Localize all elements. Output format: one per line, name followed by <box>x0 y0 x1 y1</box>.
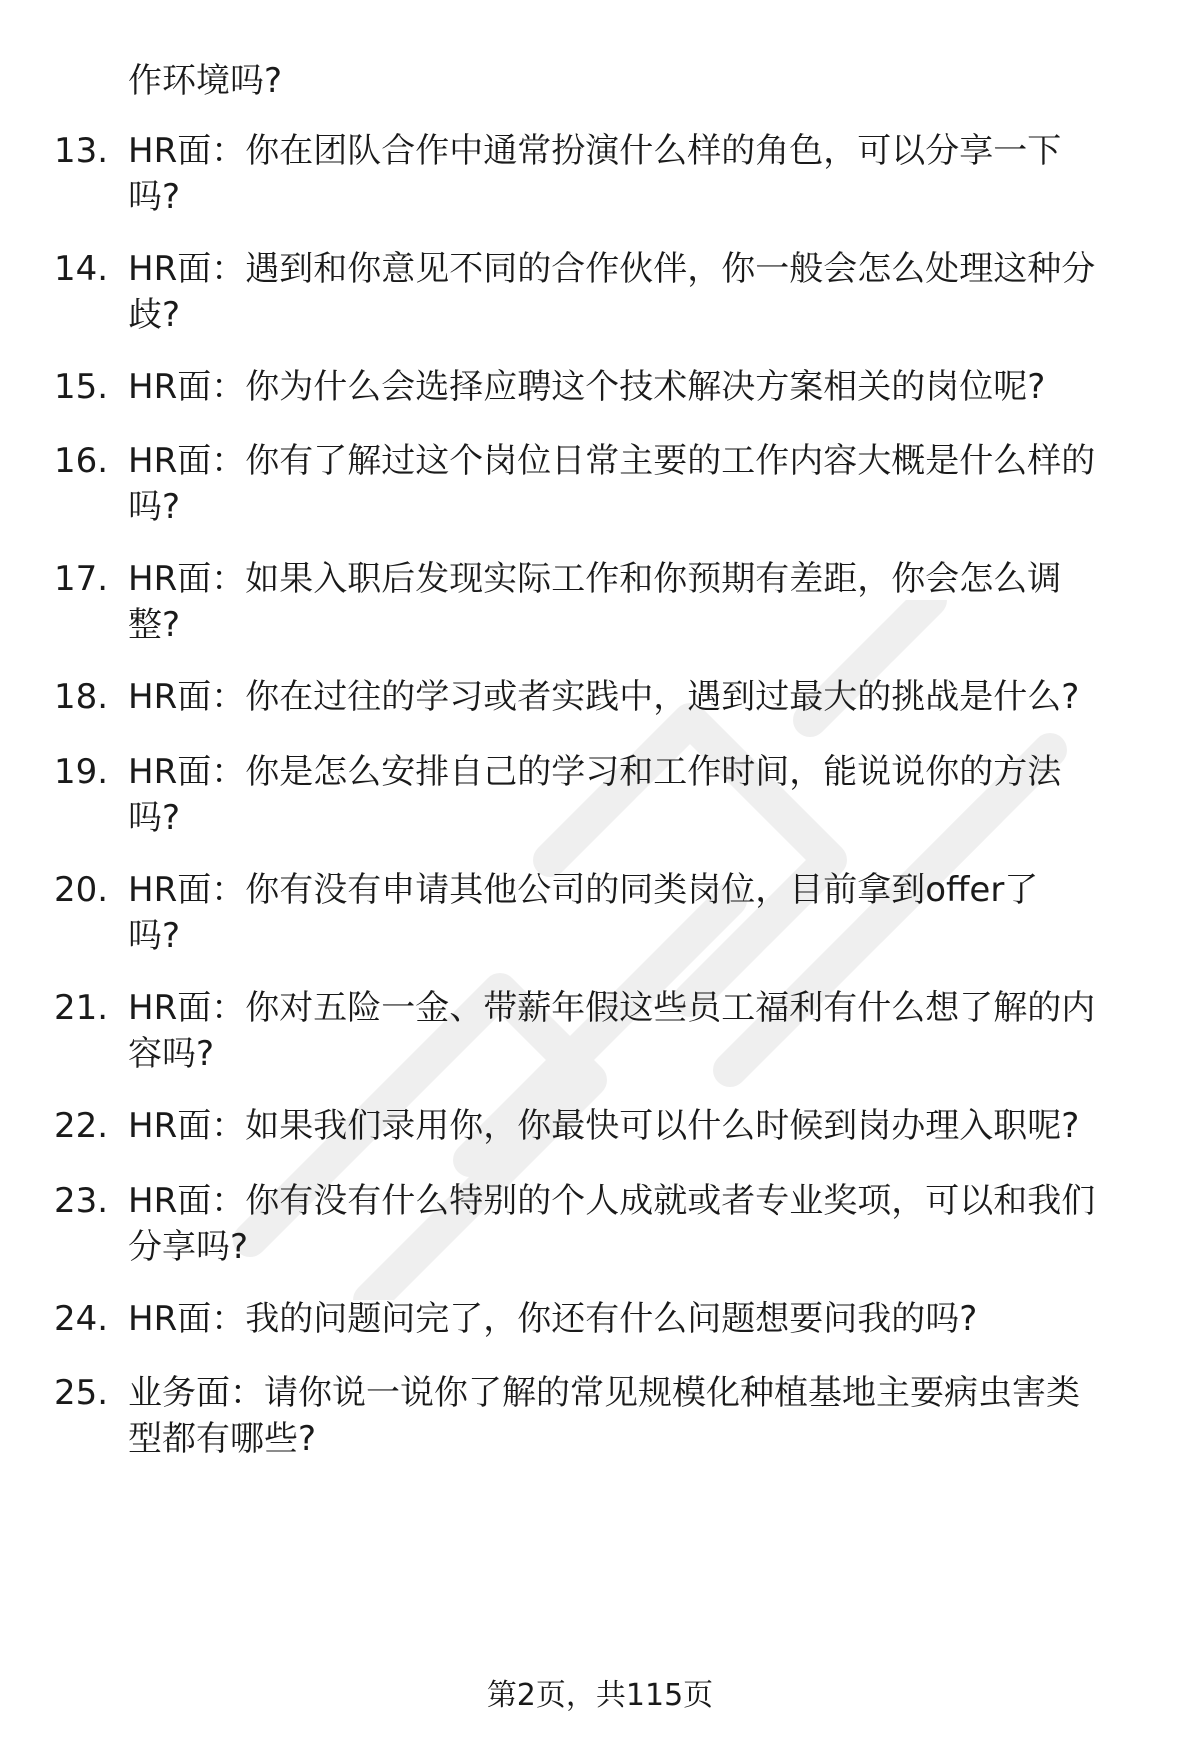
question-line: HR面：你为什么会选择应聘这个技术解决方案相关的岗位呢? <box>128 367 1046 407</box>
question-text <box>128 1103 1158 1149</box>
question-line: 型都有哪些? <box>128 1419 317 1459</box>
question-number: 23. <box>54 1181 109 1221</box>
question-line: HR面：你在过往的学习或者实践中，遇到过最大的挑战是什么? <box>128 677 1080 717</box>
page-footer: 第2页，共115页 <box>486 1678 714 1713</box>
question-number: 19. <box>54 752 109 792</box>
question-line: 歧? <box>128 295 181 335</box>
question-text <box>128 867 1158 959</box>
question-number: 17. <box>54 559 109 599</box>
question-number: 18. <box>54 677 109 717</box>
question-number: 15. <box>54 367 109 407</box>
question-number: 22. <box>54 1106 109 1146</box>
question-text <box>128 438 1158 530</box>
question-line: HR面：你在团队合作中通常扮演什么样的角色，可以分享一下 <box>128 131 1062 171</box>
question-line: HR面：我的问题问完了，你还有什么问题想要问我的吗? <box>128 1299 978 1339</box>
question-line: HR面：你有了解过这个岗位日常主要的工作内容大概是什么样的 <box>128 441 1096 481</box>
question-line: 分享吗? <box>128 1227 249 1267</box>
question-line: HR面：遇到和你意见不同的合作伙伴，你一般会怎么处理这种分 <box>128 249 1096 289</box>
question-text <box>128 556 1158 648</box>
question-text <box>128 985 1158 1077</box>
question-number: 25. <box>54 1373 109 1413</box>
question-line: 吗? <box>128 177 181 217</box>
question-text <box>128 749 1158 841</box>
question-line: 吗? <box>128 487 181 527</box>
question-line: HR面：你对五险一金、带薪年假这些员工福利有什么想了解的内 <box>128 988 1096 1028</box>
question-number: 24. <box>54 1299 109 1339</box>
question-line: 整? <box>128 605 181 645</box>
question-text <box>128 246 1158 338</box>
question-number: 21. <box>54 988 109 1028</box>
question-number: 13. <box>54 131 109 171</box>
question-text <box>128 1370 1158 1462</box>
question-number: 20. <box>54 870 109 910</box>
question-line: 吗? <box>128 798 181 838</box>
question-number: 16. <box>54 441 109 481</box>
question-text <box>128 128 1158 220</box>
question-text <box>128 364 1158 410</box>
question-line: HR面：如果我们录用你，你最快可以什么时候到岗办理入职呢? <box>128 1106 1080 1146</box>
question-line: HR面：你有没有什么特别的个人成就或者专业奖项，可以和我们 <box>128 1181 1096 1221</box>
continuation-text: 作环境吗? <box>128 61 283 101</box>
question-line: HR面：你有没有申请其他公司的同类岗位，目前拿到offer了 <box>128 870 1039 910</box>
question-text <box>128 1296 1158 1342</box>
question-line: HR面：如果入职后发现实际工作和你预期有差距，你会怎么调 <box>128 559 1062 599</box>
question-line: 容吗? <box>128 1034 215 1074</box>
question-text <box>128 1178 1158 1270</box>
question-line: HR面：你是怎么安排自己的学习和工作时间，能说说你的方法 <box>128 752 1062 792</box>
question-line: 业务面：请你说一说你了解的常见规模化种植基地主要病虫害类 <box>128 1373 1080 1413</box>
question-text <box>128 674 1158 720</box>
question-number: 14. <box>54 249 109 289</box>
question-line: 吗? <box>128 916 181 956</box>
